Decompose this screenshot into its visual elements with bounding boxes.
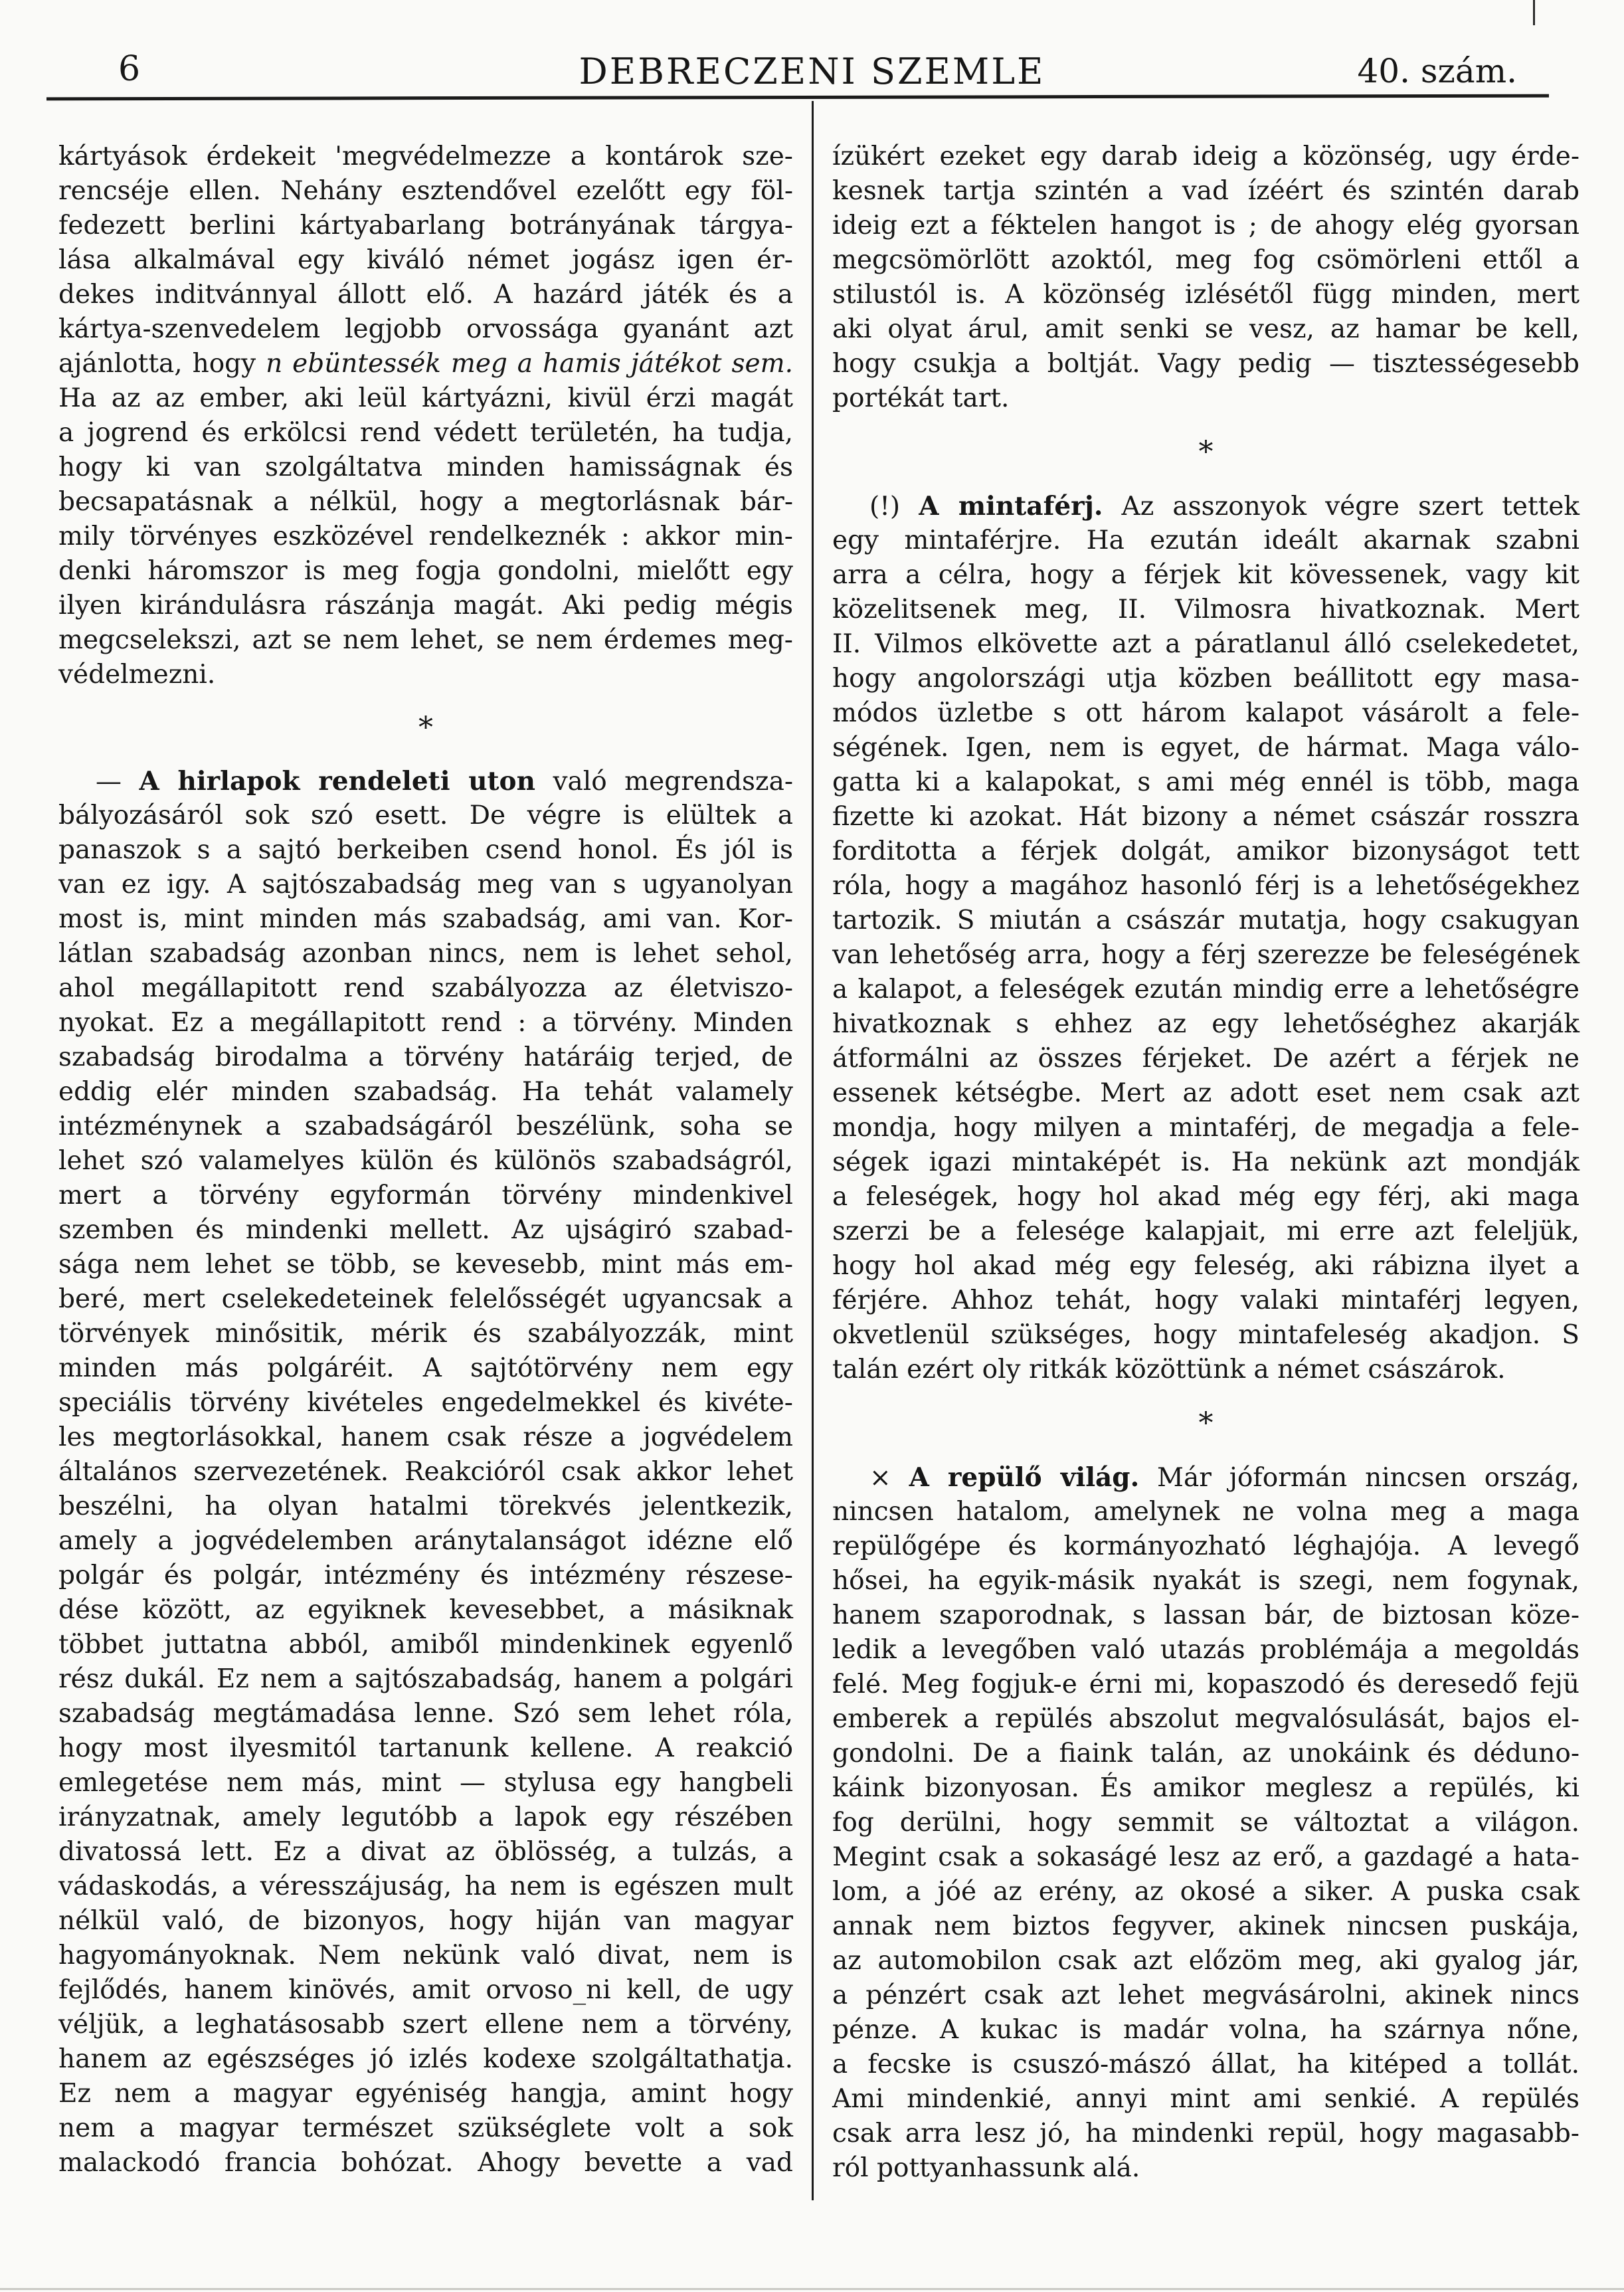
- text-line: ajánlotta, hogy n ebüntessék meg a hamis játékot sem.: [58, 349, 793, 379]
- text-line: a feleségek, hogy hol akad még egy férj, aki maga: [832, 1182, 1579, 1212]
- text-line: hivatkoznak s ehhez az egy lehetőséghez akarják: [832, 1009, 1579, 1039]
- text-line: nélkül való, de bizonyos, hogy hiján van magyar: [58, 1906, 793, 1936]
- page-number: 6: [118, 49, 141, 89]
- text-line: törvények minősitik, mérik és szabályozzák, mint: [58, 1319, 793, 1349]
- text-line: módos üzletbe s ott három kalapot vásárolt a fele-: [832, 698, 1579, 728]
- text-line: bályozásáról sok szó esett. De végre is elültek a: [58, 801, 793, 830]
- text-line: káink bizonyosan. És amikor meglesz a repülés, ki: [832, 1773, 1579, 1803]
- text-line: okvetlenül szükséges, hogy mintafeleség akadjon. S: [832, 1320, 1579, 1350]
- text-line: róla, hogy a magához hasonló férj is a lehetőségekhez: [832, 871, 1579, 901]
- text-line: hanem az egészséges jó izlés kodexe szolgáltathatja.: [58, 2044, 793, 2074]
- text-line: polgár és polgár, intézmény és intézmény részese-: [58, 1561, 793, 1590]
- text-line: minden más polgáréit. A sajtótörvény nem egy: [58, 1353, 793, 1383]
- text-line: a pénzért csak azt lehet megvásárolni, akinek nincs: [832, 1980, 1579, 2010]
- text-line: szerzi be a felesége kalapjait, mi erre azt feleljük,: [832, 1216, 1579, 1246]
- text-line: ségek igazi mintaképét is. Ha nekünk azt mondják: [832, 1147, 1579, 1177]
- text-line: annak nem biztos fegyver, akinek nincsen puskája,: [832, 1911, 1579, 1941]
- column-divider: [812, 101, 814, 2200]
- asterisk-separator: *: [1198, 435, 1214, 469]
- text-line: Ha az az ember, aki leül kártyázni, kivül érzi magát: [58, 383, 793, 413]
- text-line: dekes inditvánnyal állott elő. A hazárd játék és a: [58, 280, 793, 310]
- text-line: beszélni, ha olyan hatalmi törekvés jelentkezik,: [58, 1491, 793, 1521]
- text-line: csak arra lesz jó, ha mindenki repül, hogy magasabb-: [832, 2119, 1579, 2149]
- text-line: hagyományoknak. Nem nekünk való divat, nem is: [58, 1941, 793, 1970]
- text-line: a jogrend és erkölcsi rend védett területén, ha tudja,: [58, 418, 793, 448]
- text-line: ilyen kirándulásra rászánja magát. Aki pedig mégis: [58, 591, 793, 621]
- text-line: kesnek tartja szintén a vad ízéért és szintén darab: [832, 176, 1579, 206]
- text-line: felé. Meg fogjuk-e érni mi, kopaszodó és deresedő fejü: [832, 1670, 1579, 1699]
- text-line: hogy ki van szolgáltatva minden hamisságnak és: [58, 452, 793, 482]
- text-line: többet juttatna abból, amiből mindenkinek egyenlő: [58, 1630, 793, 1660]
- text-line: malackodó francia bohózat. Ahogy bevette a vad: [58, 2148, 793, 2178]
- text-line: — A hirlapok rendeleti uton való megrendsza-: [96, 766, 794, 797]
- text-line: fedezett berlini kártyabarlang botrányának tárgya-: [58, 211, 793, 240]
- text-line: rencséje ellen. Nehány esztendővel ezelőtt egy föl-: [58, 176, 793, 206]
- text-line: férjére. Ahhoz tehát, hogy valaki mintaférj legyen,: [832, 1286, 1579, 1315]
- text-line: sága nem lehet se több, se kevesebb, mint más em-: [58, 1250, 793, 1280]
- text-line: talán ezért oly ritkák közöttünk a német császárok.: [832, 1355, 1506, 1385]
- text-line: pénze. A kukac is madár volna, ha szárnya nőne,: [832, 2015, 1579, 2045]
- text-line: fizette ki azokat. Hát bizony a német császár rosszra: [832, 802, 1579, 832]
- text-line: ahol megállapitott rend szabályozza az életviszo-: [58, 973, 793, 1003]
- text-line: ideig ezt a féktelen hangot is ; de ahogy elég gyorsan: [832, 211, 1579, 240]
- text-line: hogy hol akad még egy feleség, aki rábizna ilyet a: [832, 1251, 1579, 1281]
- text-line: szabadság megtámadása lenne. Szó sem lehet róla,: [58, 1699, 793, 1729]
- header-rule: [46, 94, 1549, 101]
- text-line: (!) A mintaférj. Az asszonyok végre szert tettek: [869, 491, 1580, 522]
- text-line: amely a jogvédelemben aránytalanságot idézne elő: [58, 1526, 793, 1556]
- text-line: arra a célra, hogy a férjek kit kövessenek, vagy kit: [832, 560, 1579, 590]
- text-line: mert a törvény egyformán törvény mindenkivel: [58, 1181, 793, 1210]
- text-column-left: [58, 140, 793, 2180]
- text-line: lehet szó valamelyes külön és különös szabadságról,: [58, 1146, 793, 1176]
- text-line: eddig elér minden szabadság. Ha tehát valamely: [58, 1077, 793, 1107]
- text-line: általános szervezetének. Reakcióról csak akkor lehet: [58, 1457, 793, 1487]
- text-line: beré, mert cselekedeteinek felelősségét ugyancsak a: [58, 1284, 793, 1314]
- text-column-right: [832, 140, 1579, 2186]
- text-line: a fecske is csuszó-mászó állat, ha kitéped a tollát.: [832, 2050, 1579, 2079]
- text-line: les megtorlásokkal, hanem csak része a jogvédelem: [58, 1422, 793, 1452]
- text-line: tartozik. S miután a császár mutatja, hogy csakugyan: [832, 906, 1579, 935]
- asterisk-separator: *: [1198, 1406, 1214, 1440]
- text-line: átformálni az összes férjeket. De azért a férjek ne: [832, 1044, 1579, 1074]
- text-line: lom, a jóé az erény, az okosé a siker. A puska csak: [832, 1877, 1579, 1907]
- text-line: közelitsenek meg, II. Vilmosra hivatkoznak. Mert: [832, 595, 1579, 624]
- text-line: × A repülő világ. Már jóformán nincsen ország,: [869, 1462, 1580, 1493]
- text-line: denki háromszor is meg fogja gondolni, mielőtt egy: [58, 556, 793, 586]
- text-line: becsapatásnak a nélkül, hogy a megtorlásnak bár-: [58, 487, 793, 517]
- text-line: hogy most ilyesmitól tartanunk kellene. A reakció: [58, 1733, 793, 1763]
- text-line: portékát tart.: [832, 383, 1010, 413]
- scan-artifact-tick: [1533, 0, 1535, 25]
- text-line: ról pottyanhassunk alá.: [832, 2153, 1140, 2183]
- text-line: lása alkalmával egy kiváló német jogász igen ér-: [58, 245, 793, 275]
- text-line: ízükért ezeket egy darab ideig a közönség, ugy érde-: [832, 142, 1579, 171]
- text-line: mily törvényes eszközével rendelkeznék : akkor min-: [58, 522, 793, 551]
- text-line: hogy angolországi utja közben beállitott egy masa-: [832, 664, 1579, 694]
- text-line: rész dukál. Ez nem a sajtószabadság, hanem a polgári: [58, 1664, 793, 1694]
- text-line: stilustól is. A közönség izlésétől függ minden, mert: [832, 280, 1579, 310]
- text-line: a kalapot, a feleségek ezután mindig erre a lehetőségre: [832, 975, 1579, 1004]
- text-line: intézménynek a szabadságáról beszélünk, soha se: [58, 1111, 793, 1141]
- text-line: nincsen hatalom, amelynek ne volna meg a maga: [832, 1497, 1579, 1527]
- text-line: van lehetőség arra, hogy a férj szerezze be feleségének: [832, 940, 1579, 970]
- text-line: essenek kétségbe. Mert az adott eset nem csak azt: [832, 1078, 1579, 1108]
- text-line: védelmezni.: [58, 660, 216, 690]
- text-line: gatta ki a kalapokat, s ami még ennél is több, maga: [832, 767, 1579, 797]
- text-line: nyokat. Ez a megállapitott rend : a törvény. Minden: [58, 1008, 793, 1038]
- text-line: véljük, a leghatásosabb szert ellene nem a törvény,: [58, 2010, 793, 2040]
- page-bottom-edge: [0, 2288, 1624, 2290]
- text-line: hogy csukja a boltját. Vagy pedig — tisztességesebb: [832, 349, 1579, 379]
- text-line: kártya-szenvedelem legjobb orvossága gyanánt azt: [58, 314, 793, 344]
- text-line: megcsömörlött azoktól, meg fog csömörleni ettől a: [832, 245, 1579, 275]
- text-line: irányzatnak, amely legutóbb a lapok egy részében: [58, 1802, 793, 1832]
- text-line: divatossá lett. Ez a divat az öblösség, a tulzás, a: [58, 1837, 793, 1867]
- text-line: dése között, az egyiknek kevesebbet, a másiknak: [58, 1595, 793, 1625]
- text-line: II. Vilmos elkövette azt a páratlanul álló cselekedetet,: [832, 629, 1579, 659]
- text-line: fog derülni, hogy semmit se változtat a világon.: [832, 1808, 1579, 1838]
- text-line: hanem szaporodnak, s lassan bár, de biztosan köze-: [832, 1600, 1579, 1630]
- text-line: nem a magyar természet szükséglete volt a sok: [58, 2113, 793, 2143]
- journal-title: DEBRECZENI SZEMLE: [579, 50, 1045, 92]
- text-line: látlan szabadság azonban nincs, nem is lehet sehol,: [58, 939, 793, 969]
- text-line: emlegetése nem más, mint — stylusa egy hangbeli: [58, 1768, 793, 1798]
- text-line: ségének. Igen, nem is egyet, de hármat. Maga válo-: [832, 733, 1579, 763]
- text-line: gondolni. De a fiaink talán, az unokáink és déduno-: [832, 1739, 1579, 1768]
- text-line: vádaskodás, a véresszájuság, ha nem is egészen mult: [58, 1871, 793, 1901]
- text-line: fejlődés, hanem kinövés, amit orvoso_ni kell, de ugy: [58, 1975, 793, 2005]
- text-line: aki olyat árul, amit senki se vesz, az hamar be kell,: [832, 314, 1579, 344]
- text-line: kártyások érdekeit 'megvédelmezze a kontárok sze-: [58, 142, 793, 171]
- text-line: most is, mint minden más szabadság, ami van. Kor-: [58, 904, 793, 934]
- asterisk-separator: *: [418, 711, 433, 745]
- text-line: forditotta a férjek dolgát, amikor bizonyságot tett: [832, 836, 1579, 866]
- text-line: szabadság birodalma a törvény határáig terjed, de: [58, 1042, 793, 1072]
- text-line: panaszok s a sajtó berkeiben csend honol. És jól is: [58, 835, 793, 865]
- text-line: speciális törvény kivételes engedelmekkel és kivéte-: [58, 1388, 793, 1418]
- text-line: van ez igy. A sajtószabadság meg van s ugyanolyan: [58, 870, 793, 900]
- text-line: Ez nem a magyar egyéniség hangja, amint hogy: [58, 2079, 793, 2109]
- text-line: ledik a levegőben való utazás problémája a megoldás: [832, 1635, 1579, 1665]
- text-line: Megint csak a sokaságé lesz az erő, a gazdagé a hata-: [832, 1842, 1579, 1872]
- text-line: az automobilon csak azt előzöm meg, aki gyalog jár,: [832, 1946, 1579, 1976]
- text-line: repülőgépe és kormányozható léghajója. A levegő: [832, 1531, 1579, 1561]
- text-line: mondja, hogy milyen a mintaférj, de megadja a fele-: [832, 1113, 1579, 1143]
- text-line: szemben és mindenki mellett. Az ujságiró szabad-: [58, 1215, 793, 1245]
- issue-number: 40. szám.: [1357, 52, 1517, 90]
- text-line: hősei, ha egyik-másik nyakát is szegi, nem fogynak,: [832, 1566, 1579, 1596]
- text-line: megcselekszi, azt se nem lehet, se nem érdemes meg-: [58, 625, 793, 655]
- text-line: emberek a repülés abszolut megvalósulását, bajos el-: [832, 1704, 1579, 1734]
- text-line: Ami mindenkié, annyi mint ami senkié. A repülés: [832, 2084, 1579, 2114]
- text-line: egy mintaférjre. Ha ezután ideált akarnak szabni: [832, 525, 1579, 555]
